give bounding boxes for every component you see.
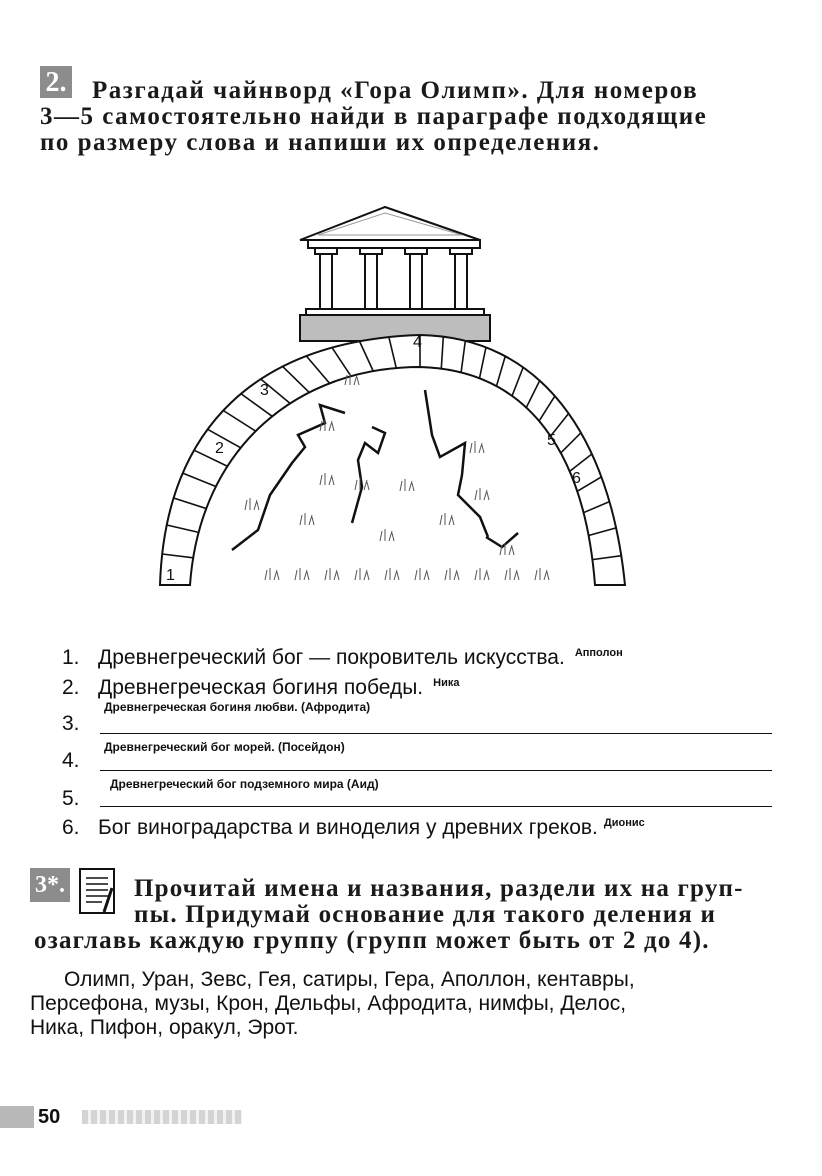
names-line: Ника, Пифон, оракул, Эрот. — [30, 1016, 299, 1039]
definition-number: 2. — [62, 676, 80, 699]
temple-illustration — [300, 207, 490, 341]
page-footer-bar — [0, 1106, 34, 1128]
written-answer: Древнегреческий бог морей. (Посейдон) — [104, 740, 345, 754]
answer-line[interactable] — [100, 770, 772, 771]
names-line: Персефона, музы, Крон, Дельфы, Афродита, нимфы, Делос, — [30, 992, 627, 1015]
task-3-line: озаглавь каждую группу (групп может быть от 2 до 4). — [34, 927, 710, 954]
definition-text: Древнегреческая богиня победы. — [98, 676, 424, 699]
grass-tuft — [500, 543, 514, 555]
grass-tuft — [295, 568, 309, 580]
page-number: 50 — [38, 1106, 61, 1128]
grass-tuft — [535, 568, 549, 580]
definition-text: Древнегреческий бог — покровитель искусства. — [98, 646, 565, 669]
chainword-arch — [160, 335, 625, 585]
task-3-number: 3*. — [30, 868, 70, 902]
definition-number: 4. — [62, 749, 80, 772]
grass-tuft — [440, 513, 454, 525]
cell-number-4: 4 — [413, 334, 422, 351]
definition-text: Бог виноградарства и виноделия у древних греков. — [98, 816, 598, 839]
definition-number: 3. — [62, 712, 80, 735]
grass-tuft — [445, 568, 459, 580]
names-list — [30, 968, 790, 1040]
task-2-number: 2. — [40, 66, 72, 98]
definition-row — [62, 816, 782, 840]
page-footer-decoration — [82, 1110, 242, 1124]
grass-tuft — [380, 529, 394, 541]
cell-number-3: 3 — [260, 382, 269, 399]
task-2-text — [40, 78, 800, 156]
grass-tuft — [475, 488, 489, 500]
answer-line[interactable] — [100, 806, 772, 807]
task-2-line: по размеру слова и напиши их определения. — [40, 129, 601, 156]
task-3-text — [34, 876, 794, 954]
written-answer: Древнегреческая богиня любви. (Афродита) — [104, 700, 371, 714]
grass-tuft — [505, 568, 519, 580]
grass-tuft — [385, 568, 399, 580]
definition-number: 1. — [62, 646, 80, 669]
grass-tuft — [325, 568, 339, 580]
grass-tuft — [320, 473, 334, 485]
answer-line[interactable] — [100, 733, 772, 734]
task-2-line: Разгадай чайнворд «Гора Олимп». Для номеров — [92, 77, 699, 104]
definition-row — [62, 676, 782, 700]
handwritten-answer: Дионис — [603, 817, 645, 829]
cell-number-2: 2 — [215, 440, 224, 457]
grass-tuft — [245, 498, 259, 510]
grass-tuft — [415, 568, 429, 580]
handwritten-answer: Ника — [433, 677, 460, 689]
task-3-line: Прочитай имена и названия, раздели их на груп- — [134, 875, 744, 902]
definition-number: 5. — [62, 787, 80, 810]
written-answer: Древнегреческий бог подземного мира (Аид) — [110, 777, 379, 791]
olympus-chainword-figure — [140, 195, 660, 605]
names-line: Олимп, Уран, Зевс, Гея, сатиры, Гера, Аполлон, кентавры, — [64, 968, 635, 991]
definition-row — [62, 646, 782, 670]
grass-tuft — [265, 568, 279, 580]
cell-number-5: 5 — [547, 432, 556, 449]
grass-tuft — [300, 513, 314, 525]
cell-number-1: 1 — [166, 567, 175, 584]
task-2-line: 3—5 самостоятельно найди в параграфе подходящие — [40, 103, 708, 130]
cell-number-6: 6 — [572, 470, 581, 487]
grass-tuft — [475, 568, 489, 580]
grass-tuft — [470, 441, 484, 453]
task-3-line: пы. Придумай основание для такого деления и — [134, 901, 717, 928]
definition-number: 6. — [62, 816, 80, 839]
handwritten-answer: Апполон — [574, 647, 623, 659]
grass-tuft — [400, 479, 414, 491]
grass-tuft — [355, 568, 369, 580]
